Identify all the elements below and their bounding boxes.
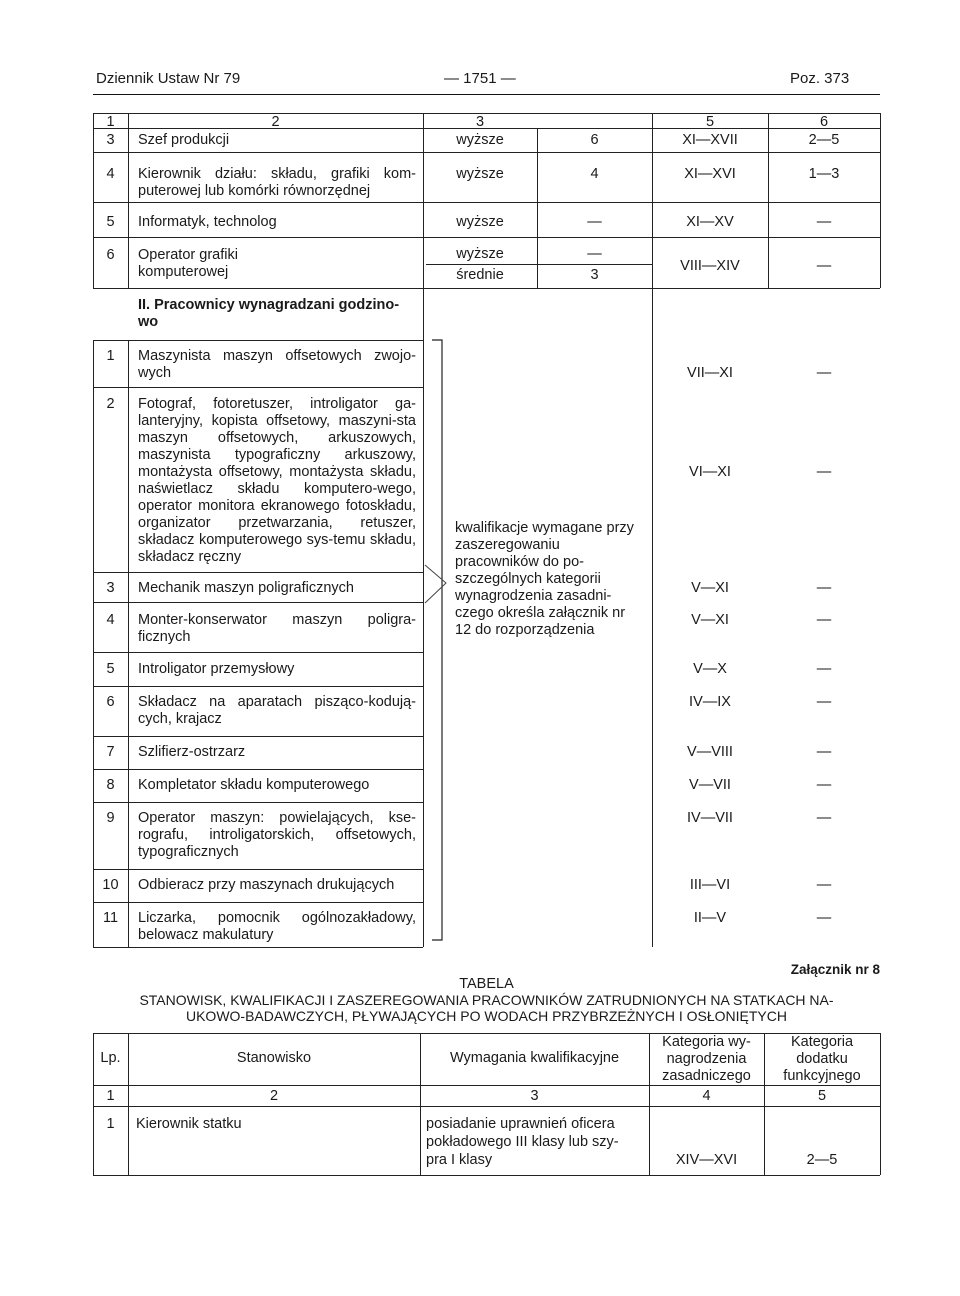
row-3-name: Szef produkcji xyxy=(138,132,230,148)
bt-header-requirements: Wymagania kwalifikacyjne xyxy=(449,1050,620,1066)
bt-col-number-3: 3 xyxy=(530,1088,539,1104)
s-row-1-cat: VII—XI xyxy=(687,365,733,381)
s-row-8-lp: 8 xyxy=(106,777,115,793)
bt-header-addition-1: Kategoria xyxy=(790,1034,854,1050)
bt-col-number-4: 4 xyxy=(702,1088,711,1104)
s-row-2-extra: — xyxy=(816,464,832,480)
row-4-lp: 4 xyxy=(106,166,115,182)
s-row-10-extra: — xyxy=(816,877,832,893)
s-row-3-cat: V—XI xyxy=(691,580,729,596)
bt-header-category-3: zasadniczego xyxy=(662,1068,751,1084)
s-row-11-cat: II—V xyxy=(693,910,727,926)
row-5-lp: 5 xyxy=(106,214,115,230)
annex-label: Załącznik nr 8 xyxy=(790,962,880,977)
s-row-7-name: Szlifierz-ostrzarz xyxy=(138,744,246,760)
s-row-11-lp: 11 xyxy=(102,910,119,926)
s-row-3-lp: 3 xyxy=(106,580,115,596)
bt-header-category-2: nagrodzenia xyxy=(666,1051,747,1067)
col-number-1: 1 xyxy=(106,114,115,130)
s-row-7-extra: — xyxy=(816,744,832,760)
s-row-2-cat: VI—XI xyxy=(689,464,731,480)
row-5-cat: XI—XV xyxy=(686,214,734,230)
s-row-10-name: Odbieracz przy maszynach drukujących xyxy=(138,877,395,893)
row-6-years: — xyxy=(587,246,602,262)
row-3-lp: 3 xyxy=(106,132,115,148)
col-number-3: 3 xyxy=(475,114,485,130)
row-4-extra: 1—3 xyxy=(808,166,840,182)
row-5-name: Informatyk, technolog xyxy=(138,214,277,230)
s-row-5-extra: — xyxy=(816,661,832,677)
bt-header-lp: Lp. xyxy=(100,1050,121,1066)
s-row-6-cat: IV—IX xyxy=(689,694,731,710)
row-5-extra: — xyxy=(816,214,832,230)
bt-header-addition-2: dodatku xyxy=(796,1051,848,1067)
position-number: Poz. 373 xyxy=(790,70,850,87)
col-number-5: 5 xyxy=(705,114,715,130)
row-4-name: Kierownik działu: składu, grafiki kom-puterowej lub komórki równorzędnej xyxy=(138,166,416,199)
annex-title-1: TABELA xyxy=(459,976,514,992)
bt-header-addition-3: funkcyjnego xyxy=(783,1068,861,1084)
row-3-cat: XI—XVII xyxy=(682,132,738,148)
s-row-4-name: Monter-konserwator maszyn poligra-ficznych xyxy=(138,612,416,645)
s-row-7-cat: V—VIII xyxy=(687,744,733,760)
row-6-cat: VIII—XIV xyxy=(680,258,740,274)
s-row-9-cat: IV—VII xyxy=(687,810,733,826)
row-4-cat: XI—XVI xyxy=(684,166,736,182)
row-6-edu-2: średnie xyxy=(456,267,504,283)
row-4-years: 4 xyxy=(590,166,599,182)
bt-col-number-2: 2 xyxy=(269,1088,279,1104)
bt-col-number-5: 5 xyxy=(817,1088,827,1104)
journal-title: Dziennik Ustaw Nr 79 xyxy=(96,70,241,87)
annex-title-3: UKOWO-BADAWCZYCH, PŁYWAJĄCYCH PO WODACH PRZYBRZEŻNYCH I OSŁONIĘTYCH xyxy=(185,1008,787,1024)
s-row-10-lp: 10 xyxy=(102,877,119,893)
s-row-5-cat: V—X xyxy=(693,661,727,677)
row-6-lp: 6 xyxy=(106,247,115,263)
row-5-years: — xyxy=(587,214,602,230)
s-row-3-extra: — xyxy=(816,580,832,596)
bt-row-requirement-1: posiadanie uprawnień oficera xyxy=(426,1116,615,1132)
s-row-8-cat: V—VII xyxy=(689,777,731,793)
bt-row-requirement-3: pra I klasy xyxy=(426,1152,493,1168)
s-row-1-lp: 1 xyxy=(106,348,115,364)
row-3-years: 6 xyxy=(590,132,599,148)
page-number: — 1751 — xyxy=(444,70,516,87)
s-row-5-lp: 5 xyxy=(106,661,115,677)
s-row-9-lp: 9 xyxy=(106,810,115,826)
row-6-years-2: 3 xyxy=(590,267,599,283)
s-row-4-cat: V—XI xyxy=(691,612,729,628)
s-row-7-lp: 7 xyxy=(106,744,115,760)
section-title: II. Pracownicy wynagradzani godzino-wo xyxy=(138,297,400,330)
s-row-1-name: Maszynista maszyn offsetowych zwojo-wych xyxy=(138,348,416,381)
s-row-2-lp: 2 xyxy=(106,396,115,412)
s-row-4-lp: 4 xyxy=(106,612,115,628)
qualification-note: kwalifikacje wymagane przy zaszeregowaniu pracowników do po-szczególnych kategorii wynagrodzenia zasadni-czego określa załącznik nr 12 do rozporządzenia xyxy=(455,520,634,638)
row-6-name: Operator grafiki komputerowej xyxy=(138,247,238,280)
annex-title-2: STANOWISK, KWALIFIKACJI I ZASZEREGOWANIA PRACOWNIKÓW ZATRUDNIONYCH NA STATKACH NA- xyxy=(139,992,834,1008)
s-row-11-name: Liczarka, pomocnik ogólnozakładowy, belowacz makulatury xyxy=(138,910,416,943)
bt-row-requirement-2: pokładowego III klasy lub szy- xyxy=(426,1134,619,1150)
s-row-6-extra: — xyxy=(816,694,832,710)
s-row-2-name: Fotograf, fotoretuszer, introligator ga-lanteryjny, kopista offsetowy, maszyni-sta maszyn offsetowych, arkuszowych, maszynista typograficzny arkuszowy, montażysta offsetowy, montażysta składu, naświetlacz składu komputero-wego, operator monitora ekranowego fotoskładu, organizator przetwarzania, retuszer, składacz komputerowego sys-temu składu, składacz ręczny xyxy=(138,396,416,565)
s-row-5-name: Introligator przemysłowy xyxy=(138,661,295,677)
col-number-2: 2 xyxy=(271,114,280,130)
row-3-edu: wyższe xyxy=(456,132,504,148)
row-5-edu: wyższe xyxy=(456,214,504,230)
row-4-edu: wyższe xyxy=(456,166,504,182)
s-row-6-lp: 6 xyxy=(106,694,115,710)
col-number-6: 6 xyxy=(819,114,829,130)
bracket-icon xyxy=(420,335,460,945)
bt-col-number-1: 1 xyxy=(106,1088,115,1104)
bt-row-addition: 2—5 xyxy=(806,1152,838,1168)
row-3-extra: 2—5 xyxy=(808,132,840,148)
header-rule xyxy=(93,94,880,95)
s-row-8-name: Kompletator składu komputerowego xyxy=(138,777,370,793)
bt-header-position: Stanowisko xyxy=(236,1050,312,1066)
s-row-4-extra: — xyxy=(816,612,832,628)
s-row-9-name: Operator maszyn: powielających, kse-rografu, introligatorskich, offsetowych, typograficznych xyxy=(138,810,416,860)
row-6-extra: — xyxy=(816,258,832,274)
s-row-9-extra: — xyxy=(816,810,832,826)
bt-row-lp: 1 xyxy=(106,1116,115,1132)
s-row-6-name: Składacz na aparatach pisząco-kodują-cych, krajacz xyxy=(138,694,416,727)
s-row-8-extra: — xyxy=(816,777,832,793)
bt-row-position: Kierownik statku xyxy=(136,1116,242,1132)
bt-row-category: XIV—XVI xyxy=(675,1152,738,1168)
s-row-11-extra: — xyxy=(816,910,832,926)
s-row-1-extra: — xyxy=(816,365,832,381)
s-row-3-name: Mechanik maszyn poligraficznych xyxy=(138,580,354,596)
s-row-10-cat: III—VI xyxy=(689,877,731,893)
row-6-edu: wyższe xyxy=(456,246,504,262)
bt-header-category-1: Kategoria wy- xyxy=(662,1034,751,1050)
